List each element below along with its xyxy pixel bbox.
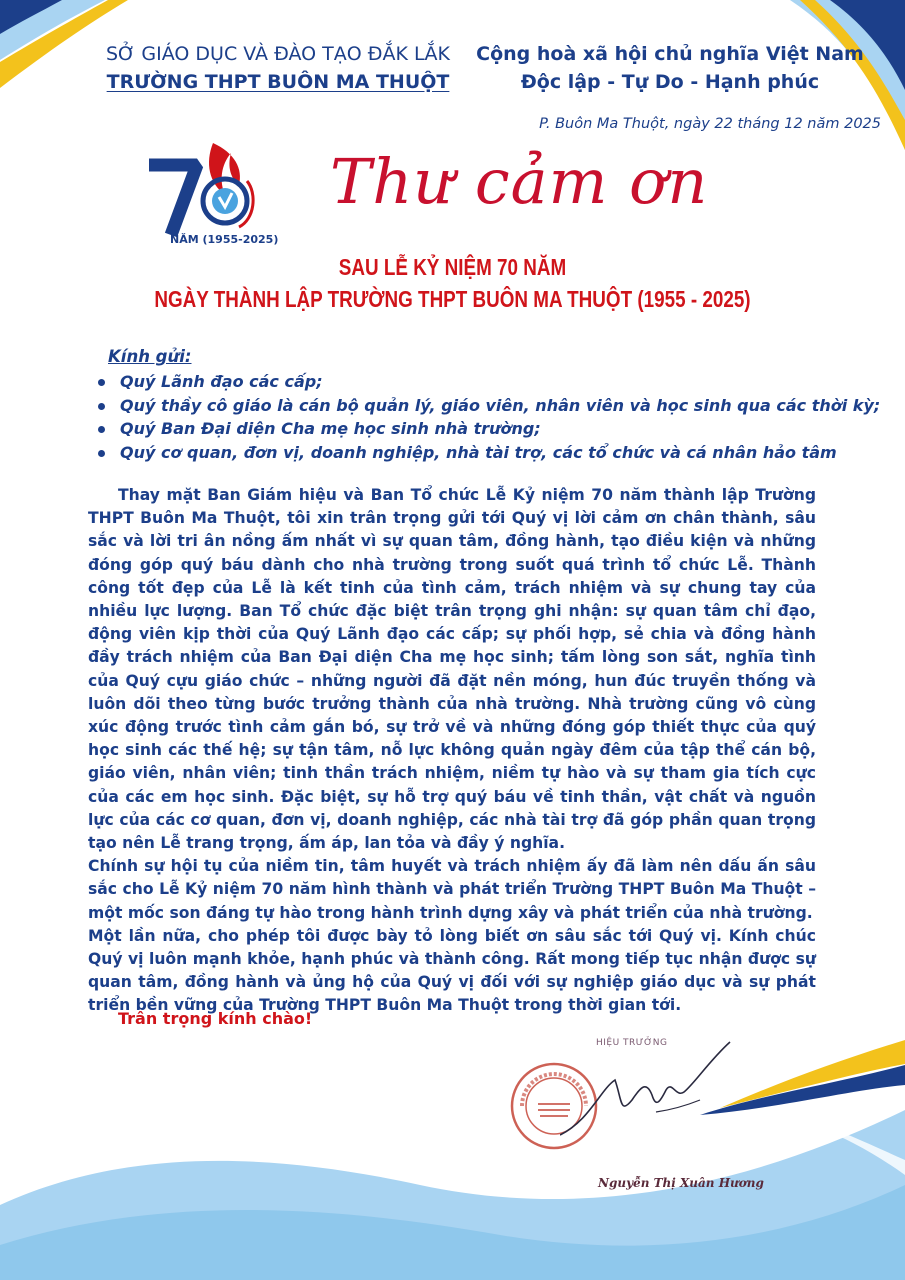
- recipient-item: Quý Ban Đại diện Cha mẹ học sinh nhà trường;: [96, 417, 886, 441]
- letter-date: P. Buôn Ma Thuột, ngày 22 tháng 12 năm 2025: [539, 116, 881, 132]
- bullet-icon: [98, 403, 105, 410]
- closing-greeting: Trân trọng kính chào!: [118, 1009, 313, 1028]
- body-paragraph-2: Chính sự hội tụ của niềm tin, tâm huyết và trách nhiệm ấy đã làm nên dấu ấn sâu sắc cho Lễ Kỷ niệm 70 năm hình thành và phát triển Trường THPT Buôn Ma Thuột – một mốc son đáng tự hào trong hành trình dựng xây và phát triển của nhà trường.: [88, 857, 816, 922]
- department-name: SỞ GIÁO DỤC VÀ ĐÀO TẠO ĐẮK LẮK: [105, 43, 450, 65]
- school-name: TRƯỜNG THPT BUÔN MA THUỘT: [106, 71, 450, 93]
- body-paragraph-3: Một lần nữa, cho phép tôi được bày tỏ lòng biết ơn sâu sắc tới Quý vị. Kính chúc Quý vị luôn mạnh khỏe, hạnh phúc và thành công. Rất mong tiếp tục nhận được sự quan tâm, đồng hành và ủng hộ của Quý vị đối với sự nghiệp giáo dục và sự phát triển bền vững của Trường THPT Buôn Ma Thuột trong thời gian tới.: [88, 926, 816, 1015]
- recipient-item: Quý cơ quan, đơn vị, doanh nghiệp, nhà tài trợ, các tổ chức và cá nhân hảo tâm: [96, 441, 886, 465]
- letter-title: Thư cảm ơn: [330, 145, 709, 218]
- seven-digit-icon: [149, 165, 197, 235]
- bullet-icon: [98, 379, 105, 386]
- recipient-item: Quý Lãnh đạo các cấp;: [96, 370, 886, 394]
- handwritten-signature: [560, 1040, 750, 1150]
- national-header: [470, 40, 870, 96]
- ministry-header: [98, 40, 458, 96]
- subtitle-line1: SAU LỄ KỶ NIỆM 70 NĂM: [338, 254, 567, 280]
- recipient-item: Quý thầy cô giáo là cán bộ quản lý, giáo viên, nhân viên và học sinh qua các thời kỳ;: [96, 394, 886, 418]
- bullet-icon: [98, 426, 105, 433]
- subtitle-line2: NGÀY THÀNH LẬP TRƯỜNG THPT BUÔN MA THUỘT (1955 - 2025): [154, 286, 751, 312]
- bullet-icon: [98, 450, 105, 457]
- national-title: Cộng hoà xã hội chủ nghĩa Việt Nam: [476, 43, 864, 65]
- recipients-heading: Kính gửi:: [108, 347, 192, 366]
- logo-caption: NĂM (1955-2025): [170, 233, 279, 246]
- recipients-list: [96, 370, 886, 464]
- emblem-icon: [212, 188, 238, 214]
- letter-body: [88, 484, 816, 1018]
- signer-role: HIỆU TRƯỞNG: [596, 1038, 668, 1048]
- body-paragraph-1: Thay mặt Ban Giám hiệu và Ban Tổ chức Lễ Kỷ niệm 70 năm thành lập Trường THPT Buôn Ma Thuột, tôi xin trân trọng gửi tới Quý vị lời cảm ơn chân thành, sâu sắc và lời tri ân nồng ấm nhất vì sự quan tâm, đồng hành, tạo điều kiện và những đóng góp quý báu dành cho nhà trường trong suốt quá trình tổ chức Lễ. Thành công tốt đẹp của Lễ là kết tinh của tình cảm, trách nhiệm và sự chung tay của nhiều lực lượng. Ban Tổ chức đặc biệt trân trọng ghi nhận: sự quan tâm chỉ đạo, động viên kịp thời của Quý Lãnh đạo các cấp; sự phối hợp, sẻ chia và đồng hành đầy trách nhiệm của Ban Đại diện Cha mẹ học sinh; tấm lòng son sắt, nghĩa tình của Quý cựu giáo chức – những người đã đặt nền móng, hun đúc truyền thống và luôn dõi theo từng bước trưởng thành của nhà trường. Nhà trường cũng vô cùng xúc động trước tình cảm gắn bó, sự trở về và những đóng góp thiết thực của quý học sinh các thế hệ; sự tận tâm, nỗ lực không quản ngày đêm của tập thể cán bộ, giáo viên, nhân viên; tinh thần trách nhiệm, niềm tự hào và sự tham gia tích cực của các em học sinh. Đặc biệt, sự hỗ trợ quý báu về tinh thần, vật chất và nguồn lực của các cơ quan, đơn vị, doanh nghiệp, các nhà tài trợ đã góp phần quan trọng tạo nên Lễ trang trọng, ấm áp, lan tỏa và đầy ý nghĩa.: [88, 486, 816, 853]
- national-motto: Độc lập - Tự Do - Hạnh phúc: [520, 71, 820, 93]
- flame-icon: [209, 143, 240, 195]
- signer-name: Nguyễn Thị Xuân Hương: [598, 1176, 764, 1190]
